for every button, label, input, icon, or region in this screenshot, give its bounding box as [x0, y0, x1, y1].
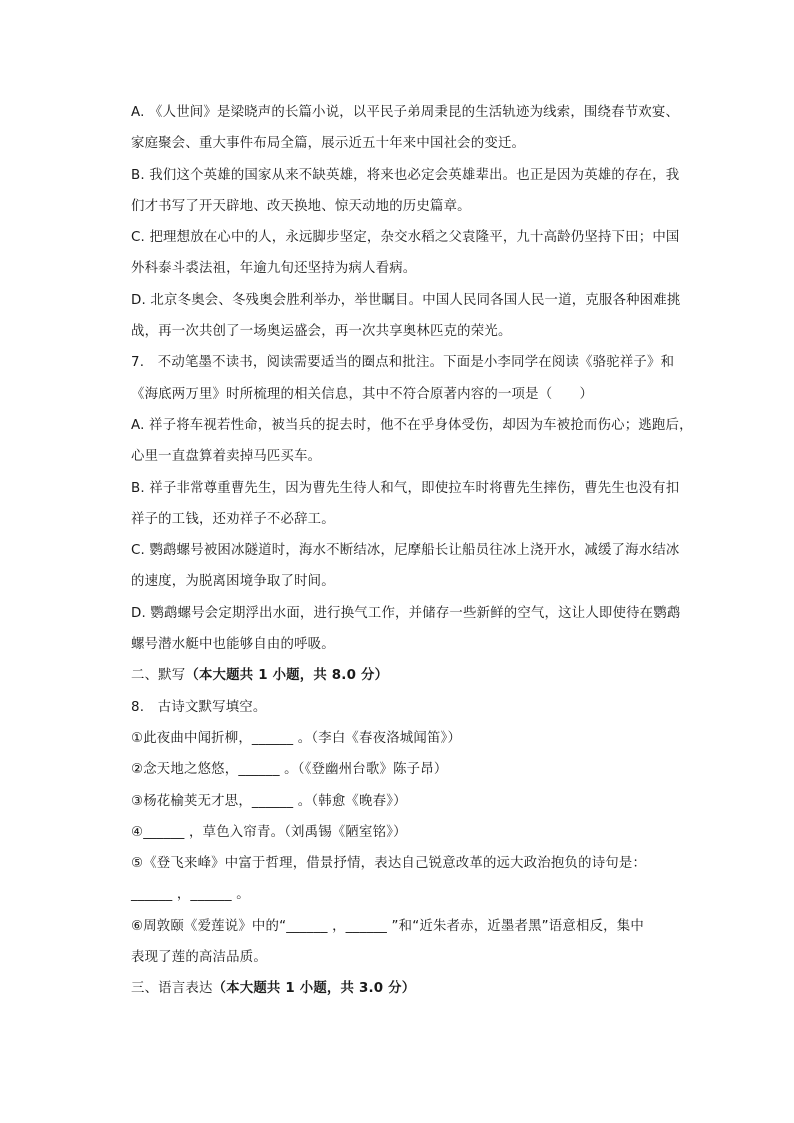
q6-option-d-line-1: D. 北京冬奥会、冬残奥会胜利举办，举世瞩目。中国人民同各国人民一道，克服各种困难挑 — [131, 292, 681, 308]
q7-option-b-line-2: 祥子的工钱，还劝祥子不必辞工。 — [131, 511, 335, 527]
q8-item-3: ③杨花榆荚无才思，______ 。（韩愈《晚春》） — [131, 793, 407, 809]
q6-option-b-line-2: 们才书写了开天辟地、改天换地、惊天动地的历史篇章。 — [131, 198, 471, 214]
q6-option-c-line-2: 外科泰斗裘法祖，年逾九旬还坚持为病人看病。 — [131, 261, 417, 277]
section-3-note: （本大题共 1 小题，共 3.0 分） — [212, 981, 416, 997]
q6-option-d-line-2: 战，再一次共创了一场奥运盛会，再一次共享奥林匹克的荣光。 — [131, 324, 512, 340]
q6-option-c-line-1: C. 把理想放在心中的人，永远脚步坚定，杂交水稻之父袁隆平，九十高龄仍坚持下田；中国 — [131, 230, 680, 246]
q6-option-b-line-1: B. 我们这个英雄的国家从来不缺英雄，将来也必定会英雄辈出。也正是因为英雄的存在，我 — [131, 167, 680, 183]
section-3-title: 三、语言表达 — [131, 981, 213, 997]
section-2-title: 二、默写 — [131, 668, 186, 684]
q8-item-6-line-2: 表现了莲的高洁品质。 — [131, 950, 267, 966]
q8-stem: 8. 古诗文默写填空。 — [131, 699, 267, 715]
section-3-heading — [131, 973, 697, 1004]
q7-stem-line-2: 《海底两万里》时所梳理的相关信息，其中不符合原著内容的一项是（ ） — [131, 386, 594, 402]
q8-item-5-line-1: ⑤《登飞来峰》中富于哲理，借景抒情，表达自己锐意改革的远大政治抱负的诗句是： — [131, 856, 647, 872]
q6-option-a-line-2: 家庭聚会、重大事件布局全篇，展示近五十年来中国社会的变迁。 — [131, 136, 526, 152]
q7-option-c-line-1: C. 鹦鹉螺号被困冰隧道时，海水不断结冰，尼摩船长让船员往冰上浇开水，减缓了海水结冰 — [131, 543, 680, 559]
q8-item-6-line-1: ⑥周敦颐《爱莲说》中的“______ ，______ ”和“近朱者赤，近墨者黑”语意相反，集中 — [131, 918, 644, 934]
q7-option-c-line-2: 的速度，为脱离困境争取了时间。 — [131, 574, 335, 590]
q7-option-d-line-1: D. 鹦鹉螺号会定期浮出水面，进行换气工作，并储存一些新鲜的空气，这让人即使待在鹦鹉 — [131, 605, 681, 621]
q8-item-4: ④______ ，草色入帘青。（刘禹锡《陋室铭》） — [131, 824, 407, 840]
q7-option-b-line-1: B. 祥子非常尊重曹先生，因为曹先生待人和气，即使拉车时将曹先生摔伤，曹先生也没有扣 — [131, 480, 680, 496]
q7-option-a-line-2: 心里一直盘算着卖掉马匹买车。 — [131, 449, 322, 465]
q7-option-a-line-1: A. 祥子将车视若性命，被当兵的捉去时，他不在乎身体受伤，却因为车被抢而伤心；逃跑后， — [131, 417, 693, 433]
q7-option-d-line-2: 螺号潜水艇中也能够自由的呼吸。 — [131, 637, 335, 653]
q8-item-2: ②念天地之悠悠，______ 。（《登幽州台歌》陈子昂） — [131, 762, 448, 778]
section-2-note: （本大题共 1 小题，共 8.0 分） — [185, 668, 389, 684]
q8-item-1: ①此夜曲中闻折柳，______ 。（李白《春夜洛城闻笛》） — [131, 730, 462, 746]
section-2-heading — [131, 660, 697, 691]
q6-option-a-line-1: A. 《人世间》是梁晓声的长篇小说，以平民子弟周秉昆的生活轨迹为线索，围绕春节欢宴、 — [131, 105, 680, 120]
q7-stem-line-1: 7. 不动笔墨不读书，阅读需要适当的圈点和批注。下面是小李同学在阅读《骆驼祥子》和 — [131, 355, 675, 371]
page-content — [131, 97, 697, 1005]
q8-item-5-line-2: ______ ，______ 。 — [131, 887, 250, 903]
